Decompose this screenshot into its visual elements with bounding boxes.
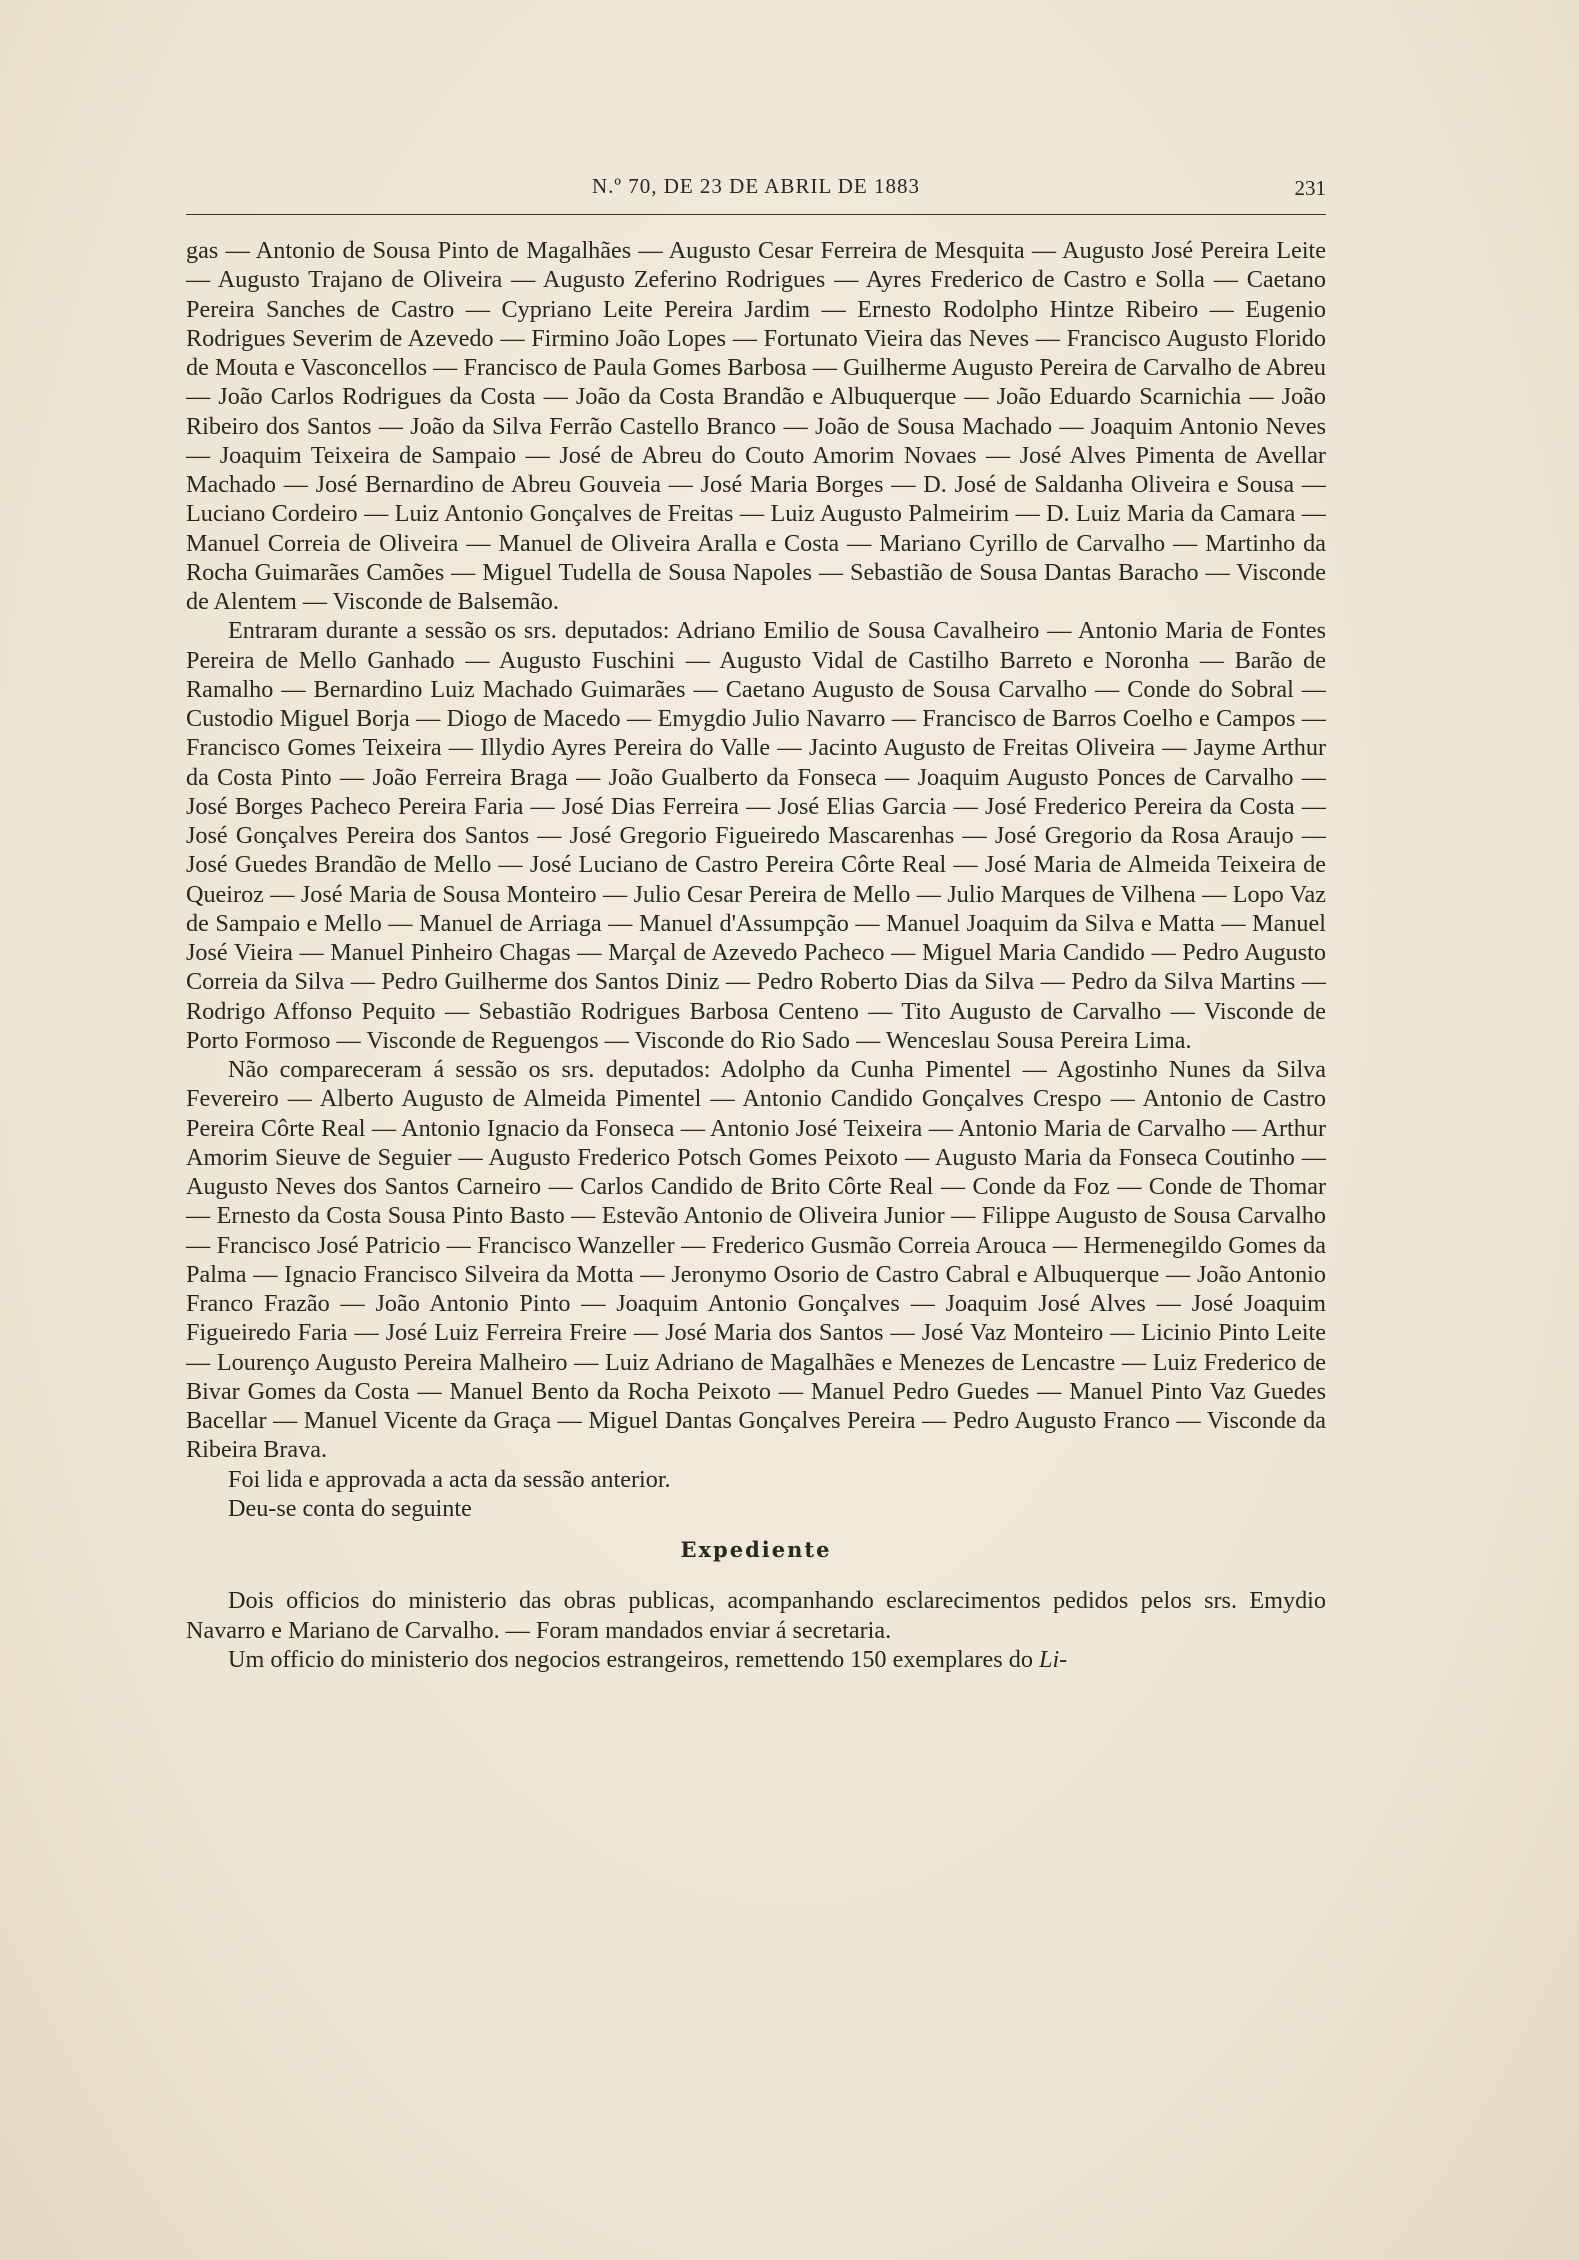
section-title-expediente: Expediente bbox=[680, 1537, 832, 1562]
running-head-title: N.º 70, DE 23 DE ABRIL DE 1883 bbox=[592, 174, 920, 198]
officio-estrangeiros-text: Um officio do ministerio dos negocios estrangeiros, remettendo 150 exemplares do bbox=[228, 1645, 1039, 1673]
header-rule bbox=[186, 214, 1326, 215]
deputies-present-continued: gas — Antonio de Sousa Pinto de Magalhães — Augusto Cesar Ferreira de Mesquita — Augusto José Pereira Leite — Augusto Trajano de Oliveira — Augusto Zeferino Rodrigues — Ayres Frederico de Castro e Solla — Caetano Pereira Sanches de Castro — Cypriano Leite Pereira Jardim — Ernesto Rodolpho Hintze Ribeiro — Eugenio Rodrigues Severim de Azevedo — Firmino João Lopes — Fortunato Vieira das Neves — Francisco Augusto Florido de Mouta e Vasconcellos — Francisco de Paula Gomes Barbosa — Guilherme Augusto Pereira de Carvalho de Abreu — João Carlos Rodrigues da Costa — João da Costa Brandão e Albuquerque — João Eduardo Scarnichia — João Ribeiro dos Santos — João da Silva Ferrão Castello Branco — João de Sousa Machado — Joaquim Antonio Neves — Joaquim Teixeira de Sampaio — José de Abreu do Couto Amorim Novaes — José Alves Pimenta de Avellar Machado — José Bernardino de Abreu Gouveia — José Maria Borges — D. José de Saldanha Oliveira e Sousa — Luciano Cordeiro — Luiz Antonio Gonçalves de Freitas — Luiz Augusto Palmeirim — D. Luiz Maria da Camara — Manuel Correia de Oliveira — Manuel de Oliveira Aralla e Costa — Mariano Cyrillo de Carvalho — Martinho da Rocha Guimarães Camões — Miguel Tudella de Sousa Napoles — Sebastião de Sousa Dantas Baracho — Visconde de Alentem — Visconde de Balsemão. bbox=[186, 237, 1326, 615]
body-text bbox=[186, 236, 1326, 1674]
deputies-entered-paragraph: Entraram durante a sessão os srs. deputados: Adriano Emilio de Sousa Cavalheiro — Antonio Maria de Fontes Pereira de Mello Ganhado — Augusto Fuschini — Augusto Vidal de Castilho Barreto e Noronha — Barão de Ramalho — Bernardino Luiz Machado Guimarães — Caetano Augusto de Sousa Carvalho — Conde do Sobral — Custodio Miguel Borja — Diogo de Macedo — Emygdio Julio Navarro — Francisco de Barros Coelho e Campos — Francisco Gomes Teixeira — Illydio Ayres Pereira do Valle — Jacinto Augusto de Freitas Oliveira — Jayme Arthur da Costa Pinto — João Ferreira Braga — João Gualberto da Fonseca — Joaquim Augusto Ponces de Carvalho — José Borges Pacheco Pereira Faria — José Dias Ferreira — José Elias Garcia — José Frederico Pereira da Costa — José Gonçalves Pereira dos Santos — José Gregorio Figueiredo Mascarenhas — José Gregorio da Rosa Araujo — José Guedes Brandão de Mello — José Luciano de Castro Pereira Côrte Real — José Maria de Almeida Teixeira de Queiroz — José Maria de Sousa Monteiro — Julio Cesar Pereira de Mello — Julio Marques de Vilhena — Lopo Vaz de Sampaio e Mello — Manuel de Arriaga — Manuel d'Assumpção — Manuel Joaquim da Silva e Matta — Manuel José Vieira — Manuel Pinheiro Chagas — Marçal de Azevedo Pacheco — Miguel Maria Candido — Pedro Augusto Correia da Silva — Pedro Guilherme dos Santos Diniz — Pedro Roberto Dias da Silva — Pedro da Silva Martins — Rodrigo Affonso Pequito — Sebastião Rodrigues Barbosa Centeno — Tito Augusto de Carvalho — Visconde de Porto Formoso — Visconde de Reguengos — Visconde do Rio Sado — Wenceslau Sousa Pereira Lima. bbox=[186, 617, 1326, 1054]
deputies-absent-paragraph: Não compareceram á sessão os srs. deputados: Adolpho da Cunha Pimentel — Agostinho Nunes da Silva Fevereiro — Alberto Augusto de Almeida Pimentel — Antonio Candido Gonçalves Crespo — Antonio de Castro Pereira Côrte Real — Antonio Ignacio da Fonseca — Antonio José Teixeira — Antonio Maria de Carvalho — Arthur Amorim Sieuve de Seguier — Augusto Frederico Potsch Gomes Peixoto — Augusto Maria da Fonseca Coutinho — Augusto Neves dos Santos Carneiro — Carlos Candido de Brito Côrte Real — Conde da Foz — Conde de Thomar — Ernesto da Costa Sousa Pinto Basto — Estevão Antonio de Oliveira Junior — Filippe Augusto de Sousa Carvalho — Francisco José Patricio — Francisco Wanzeller — Frederico Gusmão Correia Arouca — Hermenegildo Gomes da Palma — Ignacio Francisco Silveira da Motta — Jeronymo Osorio de Castro Cabral e Albuquerque — João Antonio Franco Frazão — João Antonio Pinto — Joaquim Antonio Gonçalves — Joaquim José Alves — José Joaquim Figueiredo Faria — José Luiz Ferreira Freire — José Maria dos Santos — José Vaz Monteiro — Licinio Pinto Leite — Lourenço Augusto Pereira Malheiro — Luiz Adriano de Magalhães e Menezes de Lencastre — Luiz Frederico de Bivar Gomes da Costa — Manuel Bento da Rocha Peixoto — Manuel Pedro Guedes — Manuel Pinto Vaz Guedes Bacellar — Manuel Vicente da Graça — Miguel Dantas Gonçalves Pereira — Pedro Augusto Franco — Visconde da Ribeira Brava. bbox=[186, 1056, 1326, 1464]
officio-estrangeiros-italic: Li- bbox=[1039, 1645, 1068, 1673]
running-header bbox=[186, 170, 1326, 206]
minutes-approved-paragraph: Foi lida e approvada a acta da sessão anterior. bbox=[228, 1465, 671, 1493]
officios-obras-publicas-paragraph: Dois officios do ministerio das obras publicas, acompanhando esclarecimentos pedidos pelos srs. Emydio Navarro e Mariano de Carvalho. — Foram mandados enviar á secretaria. bbox=[186, 1587, 1326, 1644]
officio-estrangeiros-paragraph bbox=[186, 1645, 1326, 1674]
page-number: 231 bbox=[1294, 176, 1326, 200]
correspondence-intro-paragraph: Deu-se conta do seguinte bbox=[228, 1494, 472, 1522]
